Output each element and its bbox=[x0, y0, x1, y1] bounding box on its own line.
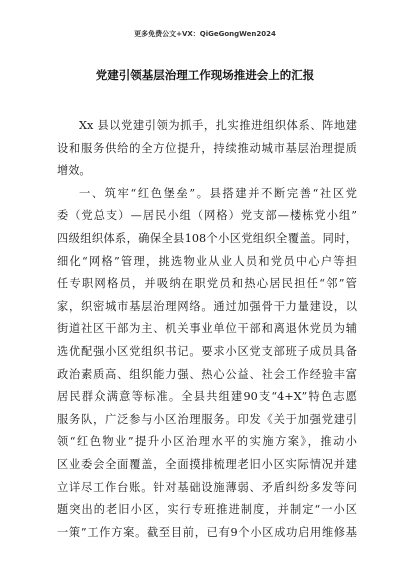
text-line: 细化“网格”管理，挑选物业从业人员和党员中心户等担 bbox=[57, 254, 357, 268]
text-line: 选优配强小区党组织书记。要求小区党支部班子成员具备 bbox=[57, 344, 357, 358]
text-line: 服务队，广泛参与小区治理服务。印发《关于加强党建引 bbox=[57, 412, 357, 426]
text-line: 街道社区干部为主、机关事业单位干部和离退休党员为辅 bbox=[57, 322, 357, 336]
text-line: 增效。 bbox=[57, 164, 91, 178]
paragraph-intro bbox=[57, 115, 357, 183]
text-line: 题突出的老旧小区，实行专班推进制度，并制定“一小区 bbox=[57, 503, 357, 517]
text-line: 区业委会全面覆盖，全面摸排梳理老旧小区实际情况并建 bbox=[57, 457, 357, 471]
document-title: 党建引领基层治理工作现场推进会上的汇报 bbox=[95, 68, 315, 82]
document-body bbox=[57, 115, 357, 544]
text-line: 领“红色物业”提升小区治理水平的实施方案》，推动小 bbox=[57, 435, 357, 449]
paragraph-section-1 bbox=[57, 183, 357, 545]
text-line: 委（党总支）—居民小组（网格）党支部—楼栋党小组” bbox=[57, 209, 357, 223]
header-note: 更多免费公文+VX：QiGeGongWen2024 bbox=[134, 30, 276, 38]
text-line: 立详尽工作台账。针对基础设施薄弱、矛盾纠纷多发等问 bbox=[57, 480, 357, 494]
text-line: 任专职网格员，并吸纳在职党员和热心居民担任“邻”管 bbox=[57, 277, 357, 291]
text-line: 居民群众满意等标准。全县共组建90支“4+X”特色志愿 bbox=[57, 390, 357, 404]
text-line: 政治素质高、组织能力强、热心公益、社会工作经验丰富 bbox=[57, 367, 357, 381]
text-line: 一、筑牢“红色堡垒”。县搭建并不断完善“社区党 bbox=[79, 186, 357, 200]
text-line: 一策”工作方案。截至目前，已有9个小区成功启用维修基 bbox=[57, 525, 357, 539]
text-line: 家，织密城市基层治理网络。通过加强骨干力量建设，以 bbox=[57, 299, 357, 313]
text-line: Xx 县以党建引领为抓手，扎实推进组织体系、阵地建 bbox=[79, 119, 357, 132]
text-line: 设和服务供给的全方位提升，持续推动城市基层治理提质 bbox=[57, 141, 357, 155]
text-line: 四级组织体系，确保全县108个小区党组织全覆盖。同时， bbox=[57, 231, 357, 245]
